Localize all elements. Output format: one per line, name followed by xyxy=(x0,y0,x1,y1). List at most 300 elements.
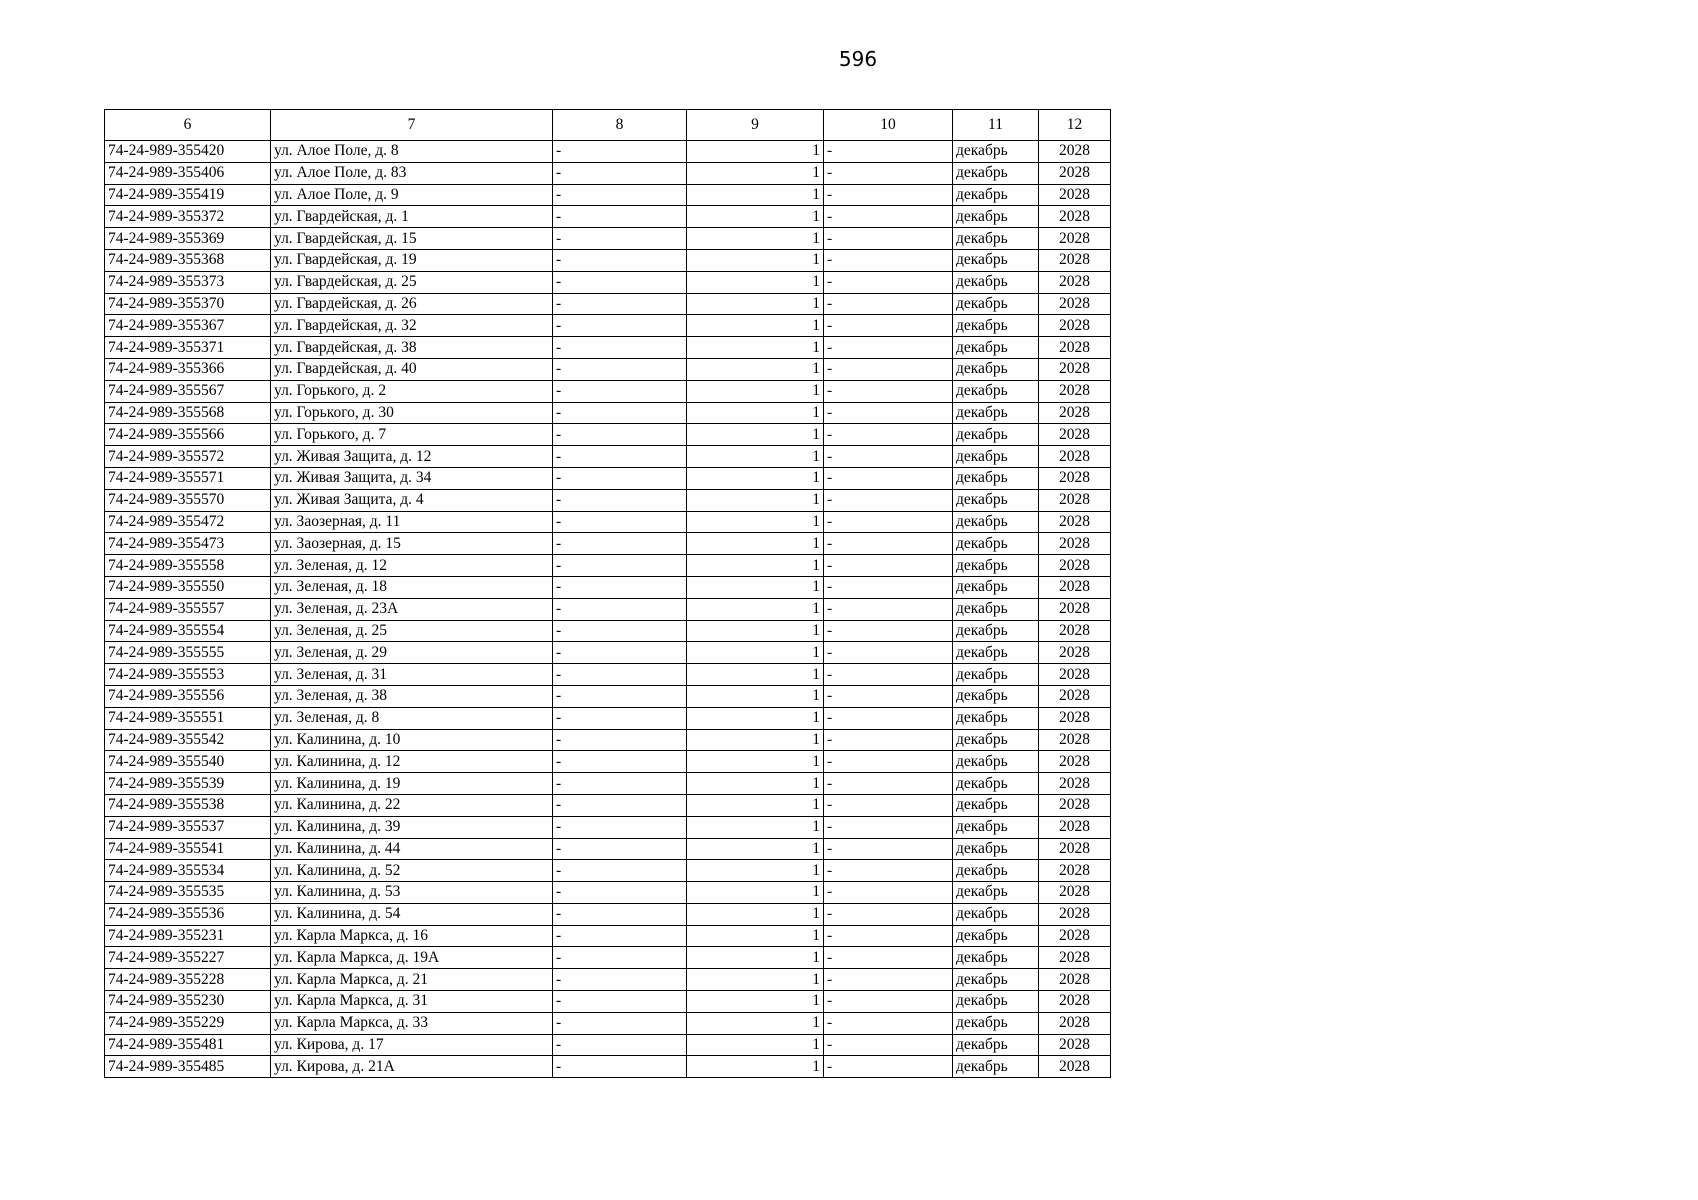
cell-month: декабрь xyxy=(953,162,1039,184)
cell-month: декабрь xyxy=(953,184,1039,206)
cell-col-10: - xyxy=(824,358,953,380)
register-table xyxy=(104,109,1111,1078)
table-row xyxy=(105,337,1111,359)
cell-month: декабрь xyxy=(953,903,1039,925)
cell-col-9: 1 xyxy=(687,424,824,446)
cell-id: 74-24-989-355537 xyxy=(105,816,271,838)
cell-col-10: - xyxy=(824,1012,953,1034)
table-row xyxy=(105,424,1111,446)
cell-address: ул. Калинина, д. 53 xyxy=(271,882,553,904)
table-row xyxy=(105,1034,1111,1056)
cell-col-10: - xyxy=(824,141,953,163)
cell-id: 74-24-989-355485 xyxy=(105,1056,271,1078)
cell-address: ул. Гвардейская, д. 40 xyxy=(271,358,553,380)
cell-col-9: 1 xyxy=(687,402,824,424)
cell-year: 2028 xyxy=(1039,991,1111,1013)
cell-col-10: - xyxy=(824,642,953,664)
cell-address: ул. Горького, д. 2 xyxy=(271,380,553,402)
cell-year: 2028 xyxy=(1039,206,1111,228)
table-row xyxy=(105,271,1111,293)
cell-month: декабрь xyxy=(953,794,1039,816)
cell-address: ул. Зеленая, д. 12 xyxy=(271,555,553,577)
cell-month: декабрь xyxy=(953,315,1039,337)
cell-id: 74-24-989-355229 xyxy=(105,1012,271,1034)
cell-year: 2028 xyxy=(1039,249,1111,271)
cell-id: 74-24-989-355419 xyxy=(105,184,271,206)
cell-col-10: - xyxy=(824,337,953,359)
cell-col-9: 1 xyxy=(687,925,824,947)
cell-col-9: 1 xyxy=(687,446,824,468)
cell-col-9: 1 xyxy=(687,707,824,729)
cell-address: ул. Калинина, д. 19 xyxy=(271,773,553,795)
cell-month: декабрь xyxy=(953,467,1039,489)
cell-col-10: - xyxy=(824,751,953,773)
cell-col-9: 1 xyxy=(687,337,824,359)
cell-address: ул. Горького, д. 30 xyxy=(271,402,553,424)
cell-col-9: 1 xyxy=(687,555,824,577)
cell-id: 74-24-989-355554 xyxy=(105,620,271,642)
cell-col-9: 1 xyxy=(687,947,824,969)
cell-month: декабрь xyxy=(953,642,1039,664)
cell-col-8: - xyxy=(553,358,687,380)
cell-col-8: - xyxy=(553,794,687,816)
cell-col-8: - xyxy=(553,664,687,686)
cell-id: 74-24-989-355566 xyxy=(105,424,271,446)
cell-col-8: - xyxy=(553,228,687,250)
cell-col-9: 1 xyxy=(687,903,824,925)
table-row xyxy=(105,860,1111,882)
cell-col-10: - xyxy=(824,773,953,795)
table-row xyxy=(105,991,1111,1013)
cell-col-9: 1 xyxy=(687,664,824,686)
cell-year: 2028 xyxy=(1039,751,1111,773)
cell-col-8: - xyxy=(553,773,687,795)
cell-col-9: 1 xyxy=(687,489,824,511)
cell-col-10: - xyxy=(824,816,953,838)
cell-month: декабрь xyxy=(953,380,1039,402)
cell-col-9: 1 xyxy=(687,315,824,337)
cell-id: 74-24-989-355535 xyxy=(105,882,271,904)
cell-col-9: 1 xyxy=(687,794,824,816)
cell-id: 74-24-989-355571 xyxy=(105,467,271,489)
cell-year: 2028 xyxy=(1039,315,1111,337)
cell-year: 2028 xyxy=(1039,380,1111,402)
cell-col-9: 1 xyxy=(687,838,824,860)
cell-address: ул. Кирова, д. 17 xyxy=(271,1034,553,1056)
cell-month: декабрь xyxy=(953,489,1039,511)
cell-id: 74-24-989-355536 xyxy=(105,903,271,925)
table-row xyxy=(105,315,1111,337)
cell-year: 2028 xyxy=(1039,838,1111,860)
table-row xyxy=(105,838,1111,860)
cell-address: ул. Горького, д. 7 xyxy=(271,424,553,446)
column-header-6: 6 xyxy=(105,110,271,141)
cell-col-9: 1 xyxy=(687,271,824,293)
cell-month: декабрь xyxy=(953,402,1039,424)
cell-col-9: 1 xyxy=(687,206,824,228)
cell-year: 2028 xyxy=(1039,664,1111,686)
table-row xyxy=(105,402,1111,424)
cell-col-10: - xyxy=(824,315,953,337)
cell-id: 74-24-989-355538 xyxy=(105,794,271,816)
cell-col-10: - xyxy=(824,707,953,729)
cell-col-10: - xyxy=(824,838,953,860)
cell-address: ул. Гвардейская, д. 1 xyxy=(271,206,553,228)
cell-col-9: 1 xyxy=(687,620,824,642)
cell-col-8: - xyxy=(553,729,687,751)
cell-col-10: - xyxy=(824,424,953,446)
cell-col-8: - xyxy=(553,489,687,511)
cell-month: декабрь xyxy=(953,773,1039,795)
cell-col-10: - xyxy=(824,576,953,598)
cell-col-10: - xyxy=(824,402,953,424)
column-header-7: 7 xyxy=(271,110,553,141)
table-row xyxy=(105,664,1111,686)
cell-year: 2028 xyxy=(1039,402,1111,424)
cell-col-8: - xyxy=(553,969,687,991)
cell-id: 74-24-989-355369 xyxy=(105,228,271,250)
cell-col-10: - xyxy=(824,249,953,271)
cell-year: 2028 xyxy=(1039,707,1111,729)
cell-col-10: - xyxy=(824,446,953,468)
cell-address: ул. Кирова, д. 21А xyxy=(271,1056,553,1078)
cell-col-10: - xyxy=(824,903,953,925)
cell-year: 2028 xyxy=(1039,685,1111,707)
cell-year: 2028 xyxy=(1039,1012,1111,1034)
table-row xyxy=(105,598,1111,620)
cell-month: декабрь xyxy=(953,424,1039,446)
cell-address: ул. Гвардейская, д. 26 xyxy=(271,293,553,315)
cell-col-9: 1 xyxy=(687,511,824,533)
cell-col-9: 1 xyxy=(687,642,824,664)
cell-col-10: - xyxy=(824,184,953,206)
cell-col-9: 1 xyxy=(687,1056,824,1078)
cell-month: декабрь xyxy=(953,249,1039,271)
cell-month: декабрь xyxy=(953,271,1039,293)
cell-id: 74-24-989-355534 xyxy=(105,860,271,882)
cell-id: 74-24-989-355371 xyxy=(105,337,271,359)
table-row xyxy=(105,947,1111,969)
cell-col-8: - xyxy=(553,576,687,598)
cell-month: декабрь xyxy=(953,576,1039,598)
cell-col-10: - xyxy=(824,794,953,816)
table-row xyxy=(105,162,1111,184)
table-row xyxy=(105,141,1111,163)
cell-col-8: - xyxy=(553,424,687,446)
cell-col-10: - xyxy=(824,162,953,184)
cell-col-9: 1 xyxy=(687,816,824,838)
cell-month: декабрь xyxy=(953,1056,1039,1078)
cell-col-10: - xyxy=(824,206,953,228)
cell-col-8: - xyxy=(553,838,687,860)
cell-address: ул. Гвардейская, д. 19 xyxy=(271,249,553,271)
cell-col-8: - xyxy=(553,707,687,729)
cell-col-8: - xyxy=(553,816,687,838)
cell-address: ул. Зеленая, д. 8 xyxy=(271,707,553,729)
cell-month: декабрь xyxy=(953,751,1039,773)
cell-col-10: - xyxy=(824,947,953,969)
cell-col-9: 1 xyxy=(687,184,824,206)
table-row xyxy=(105,925,1111,947)
cell-col-10: - xyxy=(824,729,953,751)
cell-year: 2028 xyxy=(1039,1056,1111,1078)
cell-col-10: - xyxy=(824,511,953,533)
cell-col-10: - xyxy=(824,882,953,904)
cell-col-10: - xyxy=(824,685,953,707)
cell-address: ул. Живая Защита, д. 34 xyxy=(271,467,553,489)
column-header-9: 9 xyxy=(687,110,824,141)
column-header-8: 8 xyxy=(553,110,687,141)
cell-col-8: - xyxy=(553,620,687,642)
cell-col-10: - xyxy=(824,533,953,555)
cell-col-9: 1 xyxy=(687,1012,824,1034)
cell-col-10: - xyxy=(824,860,953,882)
cell-year: 2028 xyxy=(1039,489,1111,511)
cell-year: 2028 xyxy=(1039,773,1111,795)
cell-id: 74-24-989-355231 xyxy=(105,925,271,947)
cell-month: декабрь xyxy=(953,358,1039,380)
cell-col-9: 1 xyxy=(687,729,824,751)
cell-id: 74-24-989-355481 xyxy=(105,1034,271,1056)
cell-col-8: - xyxy=(553,882,687,904)
cell-col-8: - xyxy=(553,1034,687,1056)
column-header-12: 12 xyxy=(1039,110,1111,141)
table-row xyxy=(105,489,1111,511)
cell-month: декабрь xyxy=(953,729,1039,751)
cell-col-8: - xyxy=(553,184,687,206)
table-row xyxy=(105,228,1111,250)
table-row xyxy=(105,206,1111,228)
cell-col-8: - xyxy=(553,141,687,163)
cell-month: декабрь xyxy=(953,969,1039,991)
cell-col-9: 1 xyxy=(687,598,824,620)
cell-month: декабрь xyxy=(953,533,1039,555)
cell-address: ул. Калинина, д. 39 xyxy=(271,816,553,838)
cell-col-10: - xyxy=(824,293,953,315)
cell-year: 2028 xyxy=(1039,555,1111,577)
cell-id: 74-24-989-355366 xyxy=(105,358,271,380)
table-row xyxy=(105,707,1111,729)
table-row xyxy=(105,642,1111,664)
cell-address: ул. Алое Поле, д. 9 xyxy=(271,184,553,206)
cell-col-10: - xyxy=(824,598,953,620)
cell-id: 74-24-989-355368 xyxy=(105,249,271,271)
cell-month: декабрь xyxy=(953,620,1039,642)
cell-id: 74-24-989-355550 xyxy=(105,576,271,598)
cell-col-8: - xyxy=(553,555,687,577)
cell-month: декабрь xyxy=(953,141,1039,163)
cell-col-8: - xyxy=(553,642,687,664)
cell-year: 2028 xyxy=(1039,860,1111,882)
cell-col-8: - xyxy=(553,206,687,228)
cell-col-8: - xyxy=(553,685,687,707)
cell-col-9: 1 xyxy=(687,773,824,795)
cell-address: ул. Заозерная, д. 11 xyxy=(271,511,553,533)
cell-col-8: - xyxy=(553,903,687,925)
cell-col-8: - xyxy=(553,991,687,1013)
cell-year: 2028 xyxy=(1039,424,1111,446)
cell-col-8: - xyxy=(553,315,687,337)
cell-col-10: - xyxy=(824,1034,953,1056)
table-row xyxy=(105,446,1111,468)
cell-id: 74-24-989-355572 xyxy=(105,446,271,468)
cell-month: декабрь xyxy=(953,838,1039,860)
cell-year: 2028 xyxy=(1039,293,1111,315)
cell-year: 2028 xyxy=(1039,576,1111,598)
cell-id: 74-24-989-355542 xyxy=(105,729,271,751)
cell-month: декабрь xyxy=(953,816,1039,838)
cell-address: ул. Живая Защита, д. 12 xyxy=(271,446,553,468)
cell-id: 74-24-989-355473 xyxy=(105,533,271,555)
table-row xyxy=(105,882,1111,904)
cell-col-9: 1 xyxy=(687,860,824,882)
page-number: 596 xyxy=(838,47,878,71)
cell-month: декабрь xyxy=(953,685,1039,707)
cell-col-8: - xyxy=(553,925,687,947)
cell-col-8: - xyxy=(553,293,687,315)
cell-address: ул. Карла Маркса, д. 33 xyxy=(271,1012,553,1034)
table-row xyxy=(105,685,1111,707)
table-row xyxy=(105,249,1111,271)
cell-address: ул. Гвардейская, д. 32 xyxy=(271,315,553,337)
cell-id: 74-24-989-355472 xyxy=(105,511,271,533)
cell-month: декабрь xyxy=(953,293,1039,315)
cell-year: 2028 xyxy=(1039,903,1111,925)
cell-col-10: - xyxy=(824,380,953,402)
cell-month: декабрь xyxy=(953,206,1039,228)
cell-address: ул. Гвардейская, д. 25 xyxy=(271,271,553,293)
cell-month: декабрь xyxy=(953,1012,1039,1034)
column-header-10: 10 xyxy=(824,110,953,141)
cell-year: 2028 xyxy=(1039,184,1111,206)
cell-month: декабрь xyxy=(953,664,1039,686)
cell-col-9: 1 xyxy=(687,467,824,489)
cell-col-8: - xyxy=(553,860,687,882)
cell-col-8: - xyxy=(553,598,687,620)
cell-id: 74-24-989-355556 xyxy=(105,685,271,707)
table-row xyxy=(105,751,1111,773)
cell-year: 2028 xyxy=(1039,533,1111,555)
table-row xyxy=(105,816,1111,838)
cell-month: декабрь xyxy=(953,925,1039,947)
cell-col-10: - xyxy=(824,991,953,1013)
cell-address: ул. Зеленая, д. 23А xyxy=(271,598,553,620)
cell-address: ул. Калинина, д. 12 xyxy=(271,751,553,773)
cell-year: 2028 xyxy=(1039,162,1111,184)
cell-year: 2028 xyxy=(1039,729,1111,751)
cell-col-8: - xyxy=(553,249,687,271)
table-row xyxy=(105,903,1111,925)
cell-address: ул. Зеленая, д. 25 xyxy=(271,620,553,642)
cell-col-8: - xyxy=(553,446,687,468)
cell-month: декабрь xyxy=(953,1034,1039,1056)
cell-year: 2028 xyxy=(1039,620,1111,642)
cell-col-10: - xyxy=(824,271,953,293)
cell-id: 74-24-989-355540 xyxy=(105,751,271,773)
cell-month: декабрь xyxy=(953,947,1039,969)
cell-address: ул. Карла Маркса, д. 19А xyxy=(271,947,553,969)
cell-year: 2028 xyxy=(1039,511,1111,533)
table-row xyxy=(105,1056,1111,1078)
cell-address: ул. Зеленая, д. 38 xyxy=(271,685,553,707)
cell-month: декабрь xyxy=(953,882,1039,904)
cell-col-9: 1 xyxy=(687,576,824,598)
cell-address: ул. Калинина, д. 22 xyxy=(271,794,553,816)
table-header-row xyxy=(105,110,1111,141)
cell-year: 2028 xyxy=(1039,947,1111,969)
cell-year: 2028 xyxy=(1039,1034,1111,1056)
cell-year: 2028 xyxy=(1039,794,1111,816)
cell-id: 74-24-989-355370 xyxy=(105,293,271,315)
cell-address: ул. Карла Маркса, д. 21 xyxy=(271,969,553,991)
cell-id: 74-24-989-355558 xyxy=(105,555,271,577)
table-body xyxy=(105,141,1111,1078)
cell-id: 74-24-989-355555 xyxy=(105,642,271,664)
cell-col-8: - xyxy=(553,751,687,773)
cell-id: 74-24-989-355230 xyxy=(105,991,271,1013)
cell-id: 74-24-989-355557 xyxy=(105,598,271,620)
cell-col-9: 1 xyxy=(687,293,824,315)
cell-col-9: 1 xyxy=(687,141,824,163)
table-row xyxy=(105,184,1111,206)
column-header-11: 11 xyxy=(953,110,1039,141)
cell-id: 74-24-989-355367 xyxy=(105,315,271,337)
cell-address: ул. Калинина, д. 54 xyxy=(271,903,553,925)
cell-col-10: - xyxy=(824,664,953,686)
table-row xyxy=(105,467,1111,489)
cell-col-9: 1 xyxy=(687,969,824,991)
table-row xyxy=(105,511,1111,533)
cell-col-9: 1 xyxy=(687,751,824,773)
table-row xyxy=(105,794,1111,816)
cell-year: 2028 xyxy=(1039,271,1111,293)
cell-address: ул. Карла Маркса, д. 31 xyxy=(271,991,553,1013)
cell-id: 74-24-989-355567 xyxy=(105,380,271,402)
cell-address: ул. Живая Защита, д. 4 xyxy=(271,489,553,511)
cell-id: 74-24-989-355568 xyxy=(105,402,271,424)
cell-id: 74-24-989-355539 xyxy=(105,773,271,795)
cell-id: 74-24-989-355228 xyxy=(105,969,271,991)
cell-month: декабрь xyxy=(953,991,1039,1013)
cell-col-10: - xyxy=(824,1056,953,1078)
cell-id: 74-24-989-355551 xyxy=(105,707,271,729)
cell-year: 2028 xyxy=(1039,446,1111,468)
cell-col-9: 1 xyxy=(687,1034,824,1056)
cell-address: ул. Зеленая, д. 29 xyxy=(271,642,553,664)
cell-col-10: - xyxy=(824,489,953,511)
cell-id: 74-24-989-355373 xyxy=(105,271,271,293)
cell-month: декабрь xyxy=(953,555,1039,577)
cell-month: декабрь xyxy=(953,707,1039,729)
cell-address: ул. Зеленая, д. 31 xyxy=(271,664,553,686)
cell-year: 2028 xyxy=(1039,816,1111,838)
cell-col-9: 1 xyxy=(687,685,824,707)
cell-address: ул. Зеленая, д. 18 xyxy=(271,576,553,598)
table-row xyxy=(105,293,1111,315)
cell-address: ул. Заозерная, д. 15 xyxy=(271,533,553,555)
cell-col-8: - xyxy=(553,162,687,184)
cell-year: 2028 xyxy=(1039,141,1111,163)
table-row xyxy=(105,969,1111,991)
cell-col-8: - xyxy=(553,337,687,359)
cell-address: ул. Алое Поле, д. 83 xyxy=(271,162,553,184)
cell-col-9: 1 xyxy=(687,380,824,402)
cell-col-9: 1 xyxy=(687,358,824,380)
cell-col-9: 1 xyxy=(687,162,824,184)
cell-year: 2028 xyxy=(1039,969,1111,991)
cell-month: декабрь xyxy=(953,446,1039,468)
cell-col-9: 1 xyxy=(687,882,824,904)
